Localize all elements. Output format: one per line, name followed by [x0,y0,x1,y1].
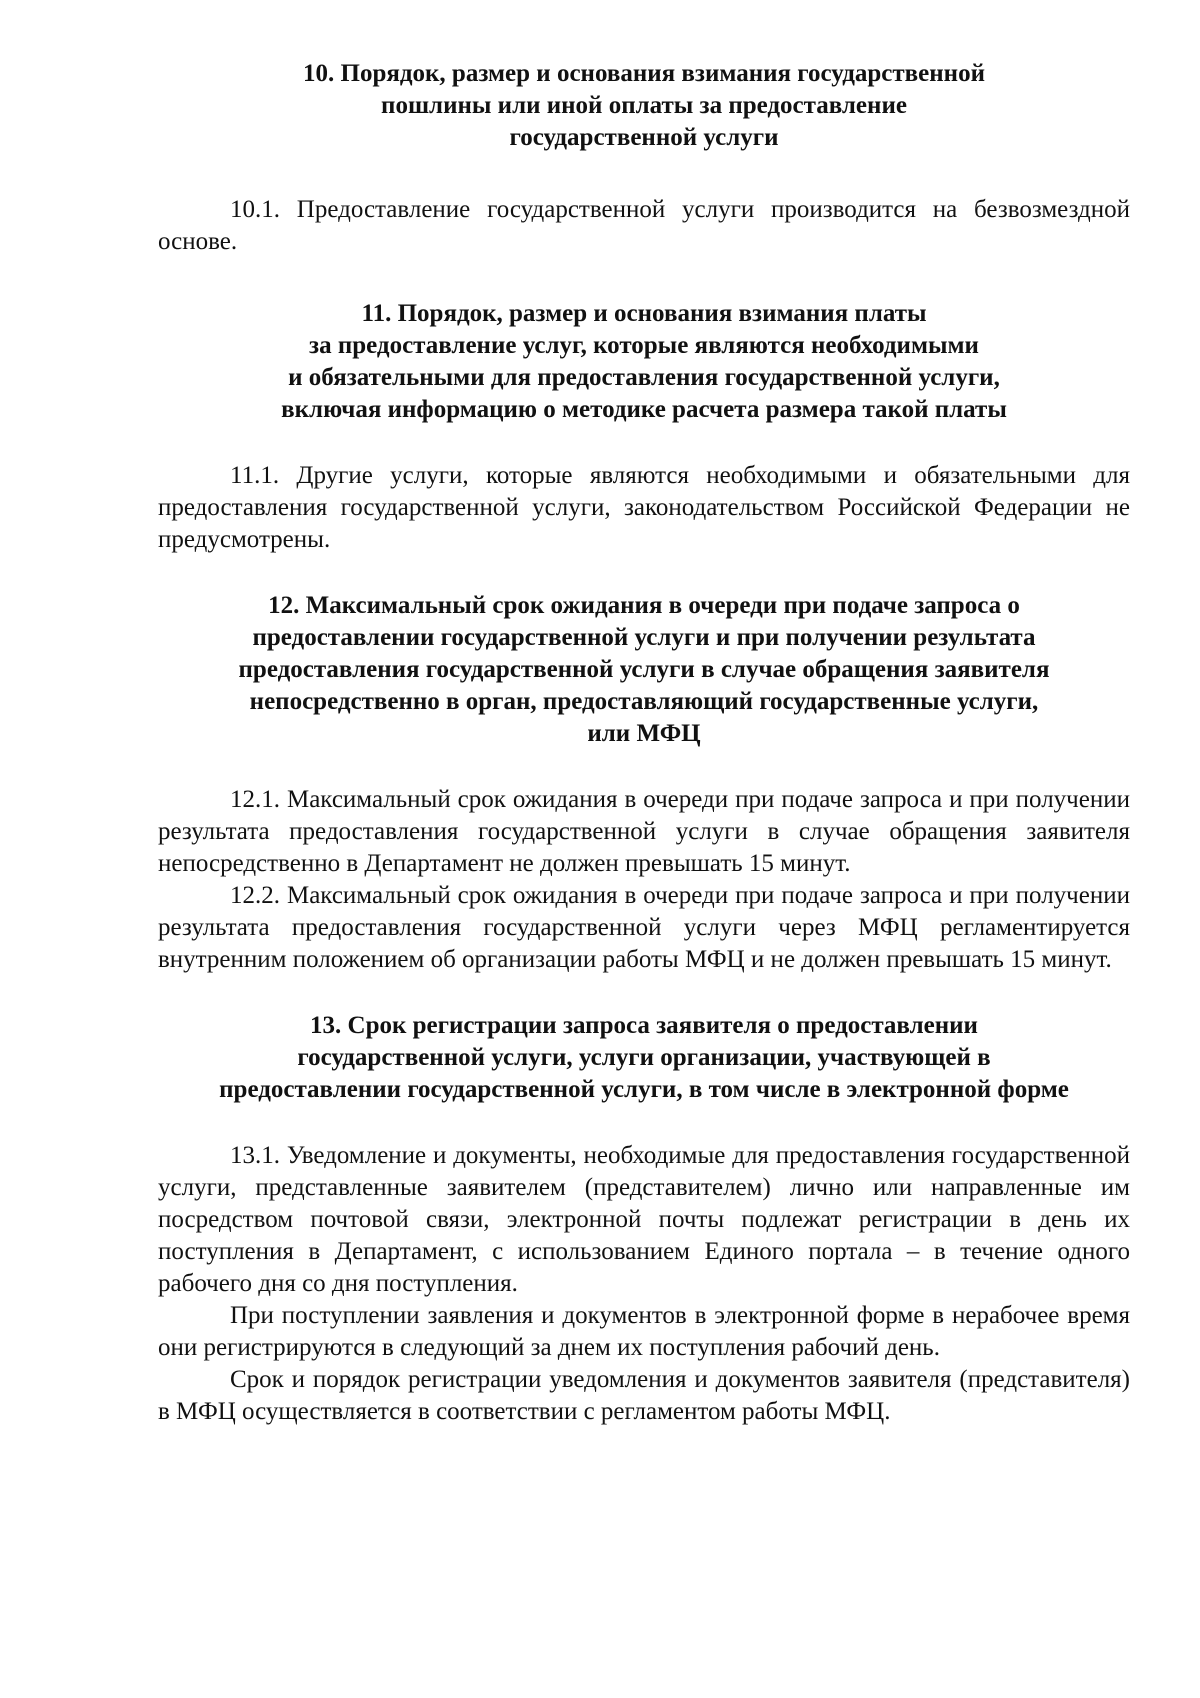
heading-line: за предоставление услуг, которые являются необходимыми [309,332,979,359]
paragraph-13-2: При поступлении заявления и документов в электронной форме в нерабочее время они регистрируются в следующий за днем их поступления рабочий день. [158,1302,1130,1361]
paragraph-12-2: 12.2. Максимальный срок ожидания в очереди при подаче запроса и при получении результата предоставления государственной услуги через МФЦ регламентируется внутренним положением об организации работы МФЦ и не должен превышать 15 минут. [158,882,1130,973]
heading-line: 13. Срок регистрации запроса заявителя о предоставлении [310,1012,978,1039]
paragraph-12-1: 12.1. Максимальный срок ожидания в очереди при подаче запроса и при получении результата предоставления государственной услуги в случае обращения заявителя непосредственно в Департамент не должен превышать 15 минут. [158,786,1130,877]
paragraph-11-1: 11.1. Другие услуги, которые являются необходимыми и обязательными для предоставления государственной услуги, законодательством Российской Федерации не предусмотрены. [158,462,1130,553]
section-10-body [158,194,1130,258]
heading-line: или МФЦ [587,720,701,747]
paragraph-13-3: Срок и порядок регистрации уведомления и документов заявителя (представителя) в МФЦ осуществляется в соответствии с регламентом работы МФЦ. [158,1366,1130,1425]
section-12-body [158,784,1130,976]
heading-line: 10. Порядок, размер и основания взимания государственной [303,60,985,87]
heading-line: включая информацию о методике расчета размера такой платы [281,396,1007,423]
heading-line: предоставлении государственной услуги и при получении результата [252,624,1036,651]
heading-line: предоставлении государственной услуги, в том числе в электронной форме [219,1076,1069,1103]
paragraph-10-1: 10.1. Предоставление государственной услуги производится на безвозмездной основе. [158,196,1130,255]
section-11-heading [158,298,1130,426]
section-10-heading [158,58,1130,154]
paragraph-13-1: 13.1. Уведомление и документы, необходимые для предоставления государственной услуги, представленные заявителем (представителем) лично или направленные им посредством почтовой связи, электронной почты подлежат регистрации в день их поступления в Департамент, с использованием Единого портала – в течение одного рабочего дня со дня поступления. [158,1142,1130,1297]
section-12-heading [158,590,1130,750]
heading-line: и обязательными для предоставления государственной услуги, [288,364,1000,391]
heading-line: непосредственно в орган, предоставляющий государственные услуги, [249,688,1039,715]
heading-line: 12. Максимальный срок ожидания в очереди при подаче запроса о [268,592,1020,619]
section-13-heading [158,1010,1130,1106]
section-13-body [158,1140,1130,1428]
heading-line: пошлины или иной оплаты за предоставление [381,92,907,119]
heading-line: предоставления государственной услуги в случае обращения заявителя [238,656,1050,683]
heading-line: 11. Порядок, размер и основания взимания платы [361,300,927,327]
section-11-body [158,460,1130,556]
heading-line: государственной услуги, услуги организации, участвующей в [297,1044,991,1071]
heading-line: государственной услуги [509,124,779,151]
